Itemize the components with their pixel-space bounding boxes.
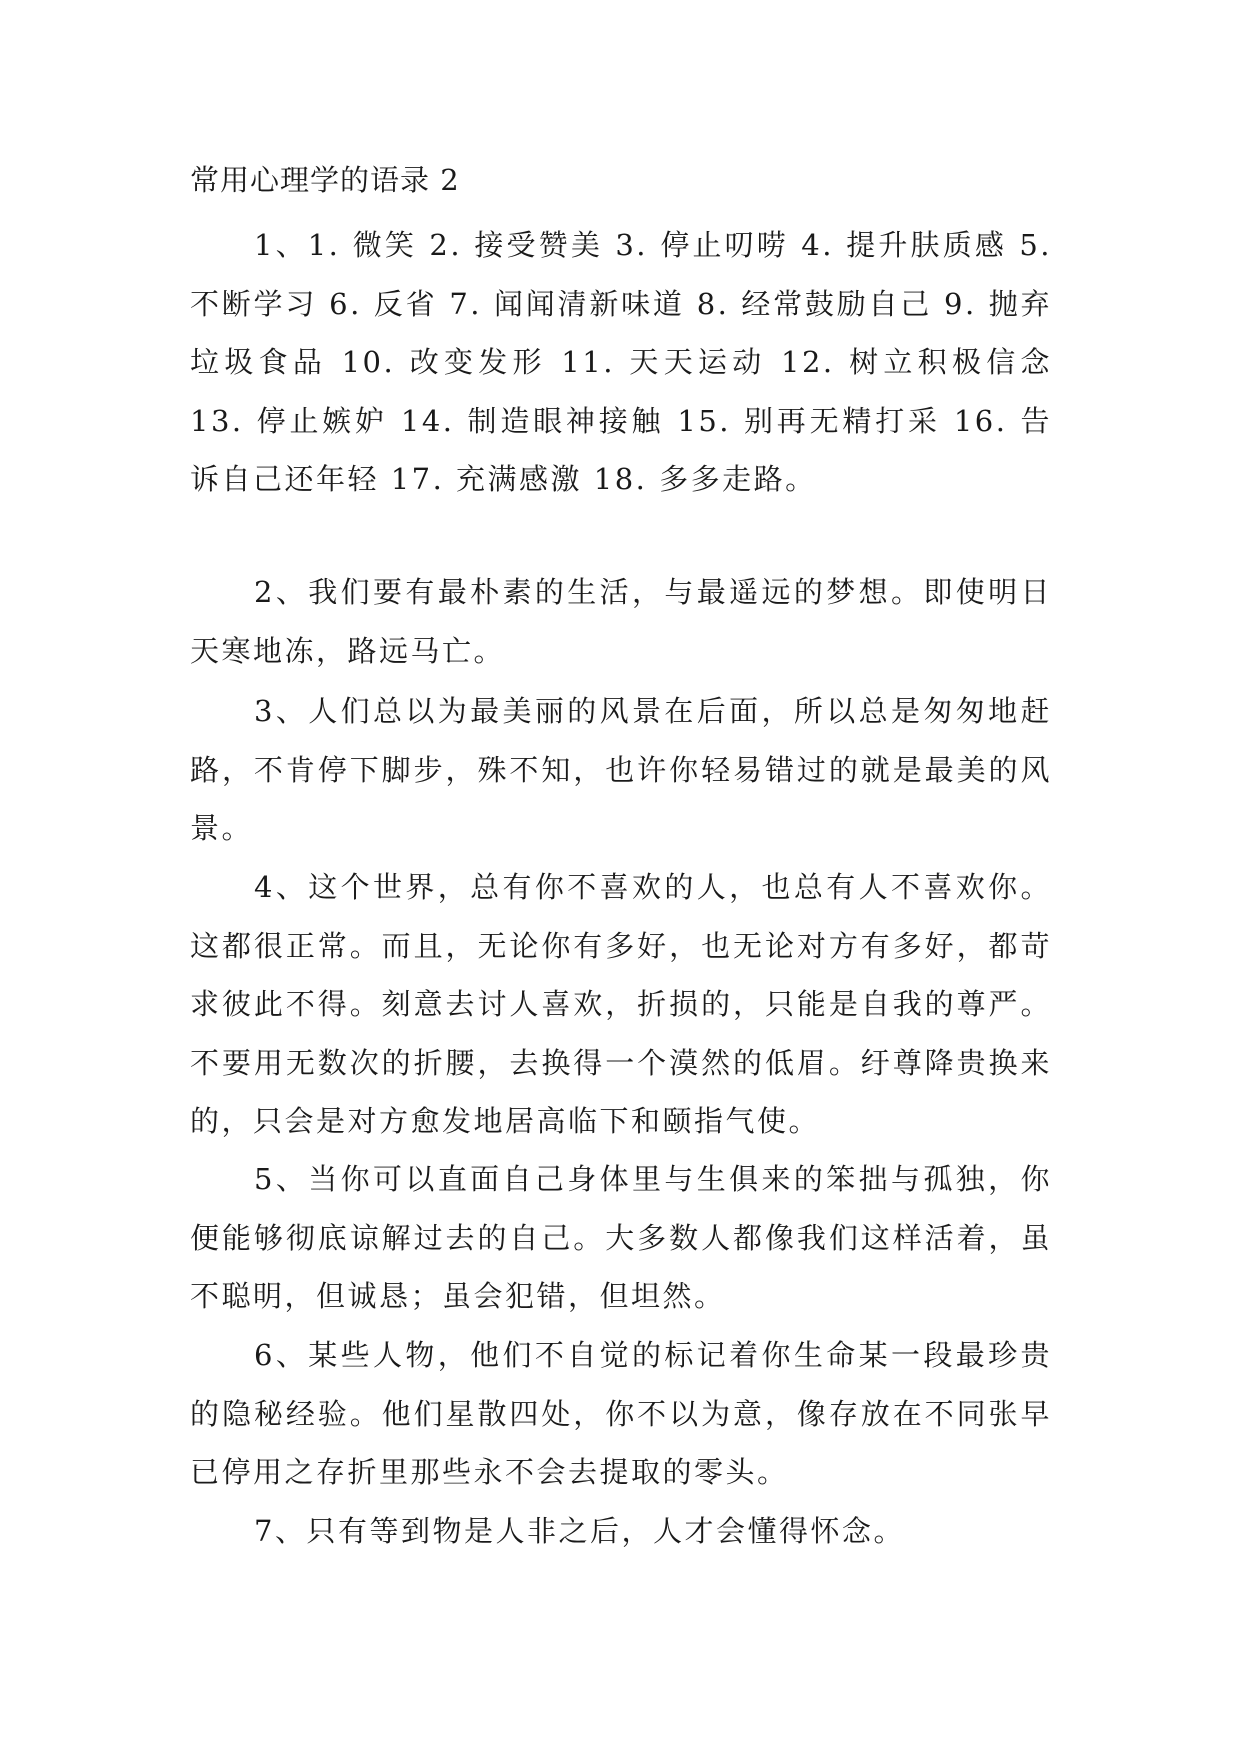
quote-paragraph-6: 6、某些人物，他们不自觉的标记着你生命某一段最珍贵的隐秘经验。他们星散四处，你不以为意，像存放在不同张早已停用之存折里那些永不会去提取的零头。 (190, 1338, 1052, 1489)
quote-paragraph-7: 7、只有等到物是人非之后，人才会懂得怀念。 (254, 1514, 905, 1548)
document-title: 常用心理学的语录 2 (190, 163, 460, 197)
quote-paragraph-5: 5、当你可以直面自己身体里与生俱来的笨拙与孤独，你便能够彻底谅解过去的自己。大多数人都像我们这样活着，虽不聪明，但诚恳；虽会犯错，但坦然。 (190, 1162, 1052, 1313)
quote-paragraph-3: 3、人们总以为最美丽的风景在后面，所以总是匆匆地赶路，不肯停下脚步，殊不知，也许你轻易错过的就是最美的风景。 (190, 694, 1052, 845)
quote-paragraph-2: 2、我们要有最朴素的生活，与最遥远的梦想。即使明日天寒地冻，路远马亡。 (190, 575, 1052, 668)
quote-paragraph-1: 1、1. 微笑 2. 接受赞美 3. 停止叨唠 4. 提升肤质感 5. 不断学习 6. 反省 7. 闻闻清新味道 8. 经常鼓励自己 9. 抛弃垃圾食品 10. 改变发形 11. 天天运动 12. 树立积极信念 13. 停止嫉妒 14. 制造眼神接触 15. 别再无精打采 16. 告诉自己还年轻 17. 充满感激 18. 多多走路。 (190, 228, 1052, 496)
quote-paragraph-4: 4、这个世界，总有你不喜欢的人，也总有人不喜欢你。这都很正常。而且，无论你有多好，也无论对方有多好，都苛求彼此不得。刻意去讨人喜欢，折损的，只能是自我的尊严。不要用无数次的折腰，去换得一个漠然的低眉。纡尊降贵换来的，只会是对方愈发地居高临下和颐指气使。 (190, 870, 1052, 1138)
